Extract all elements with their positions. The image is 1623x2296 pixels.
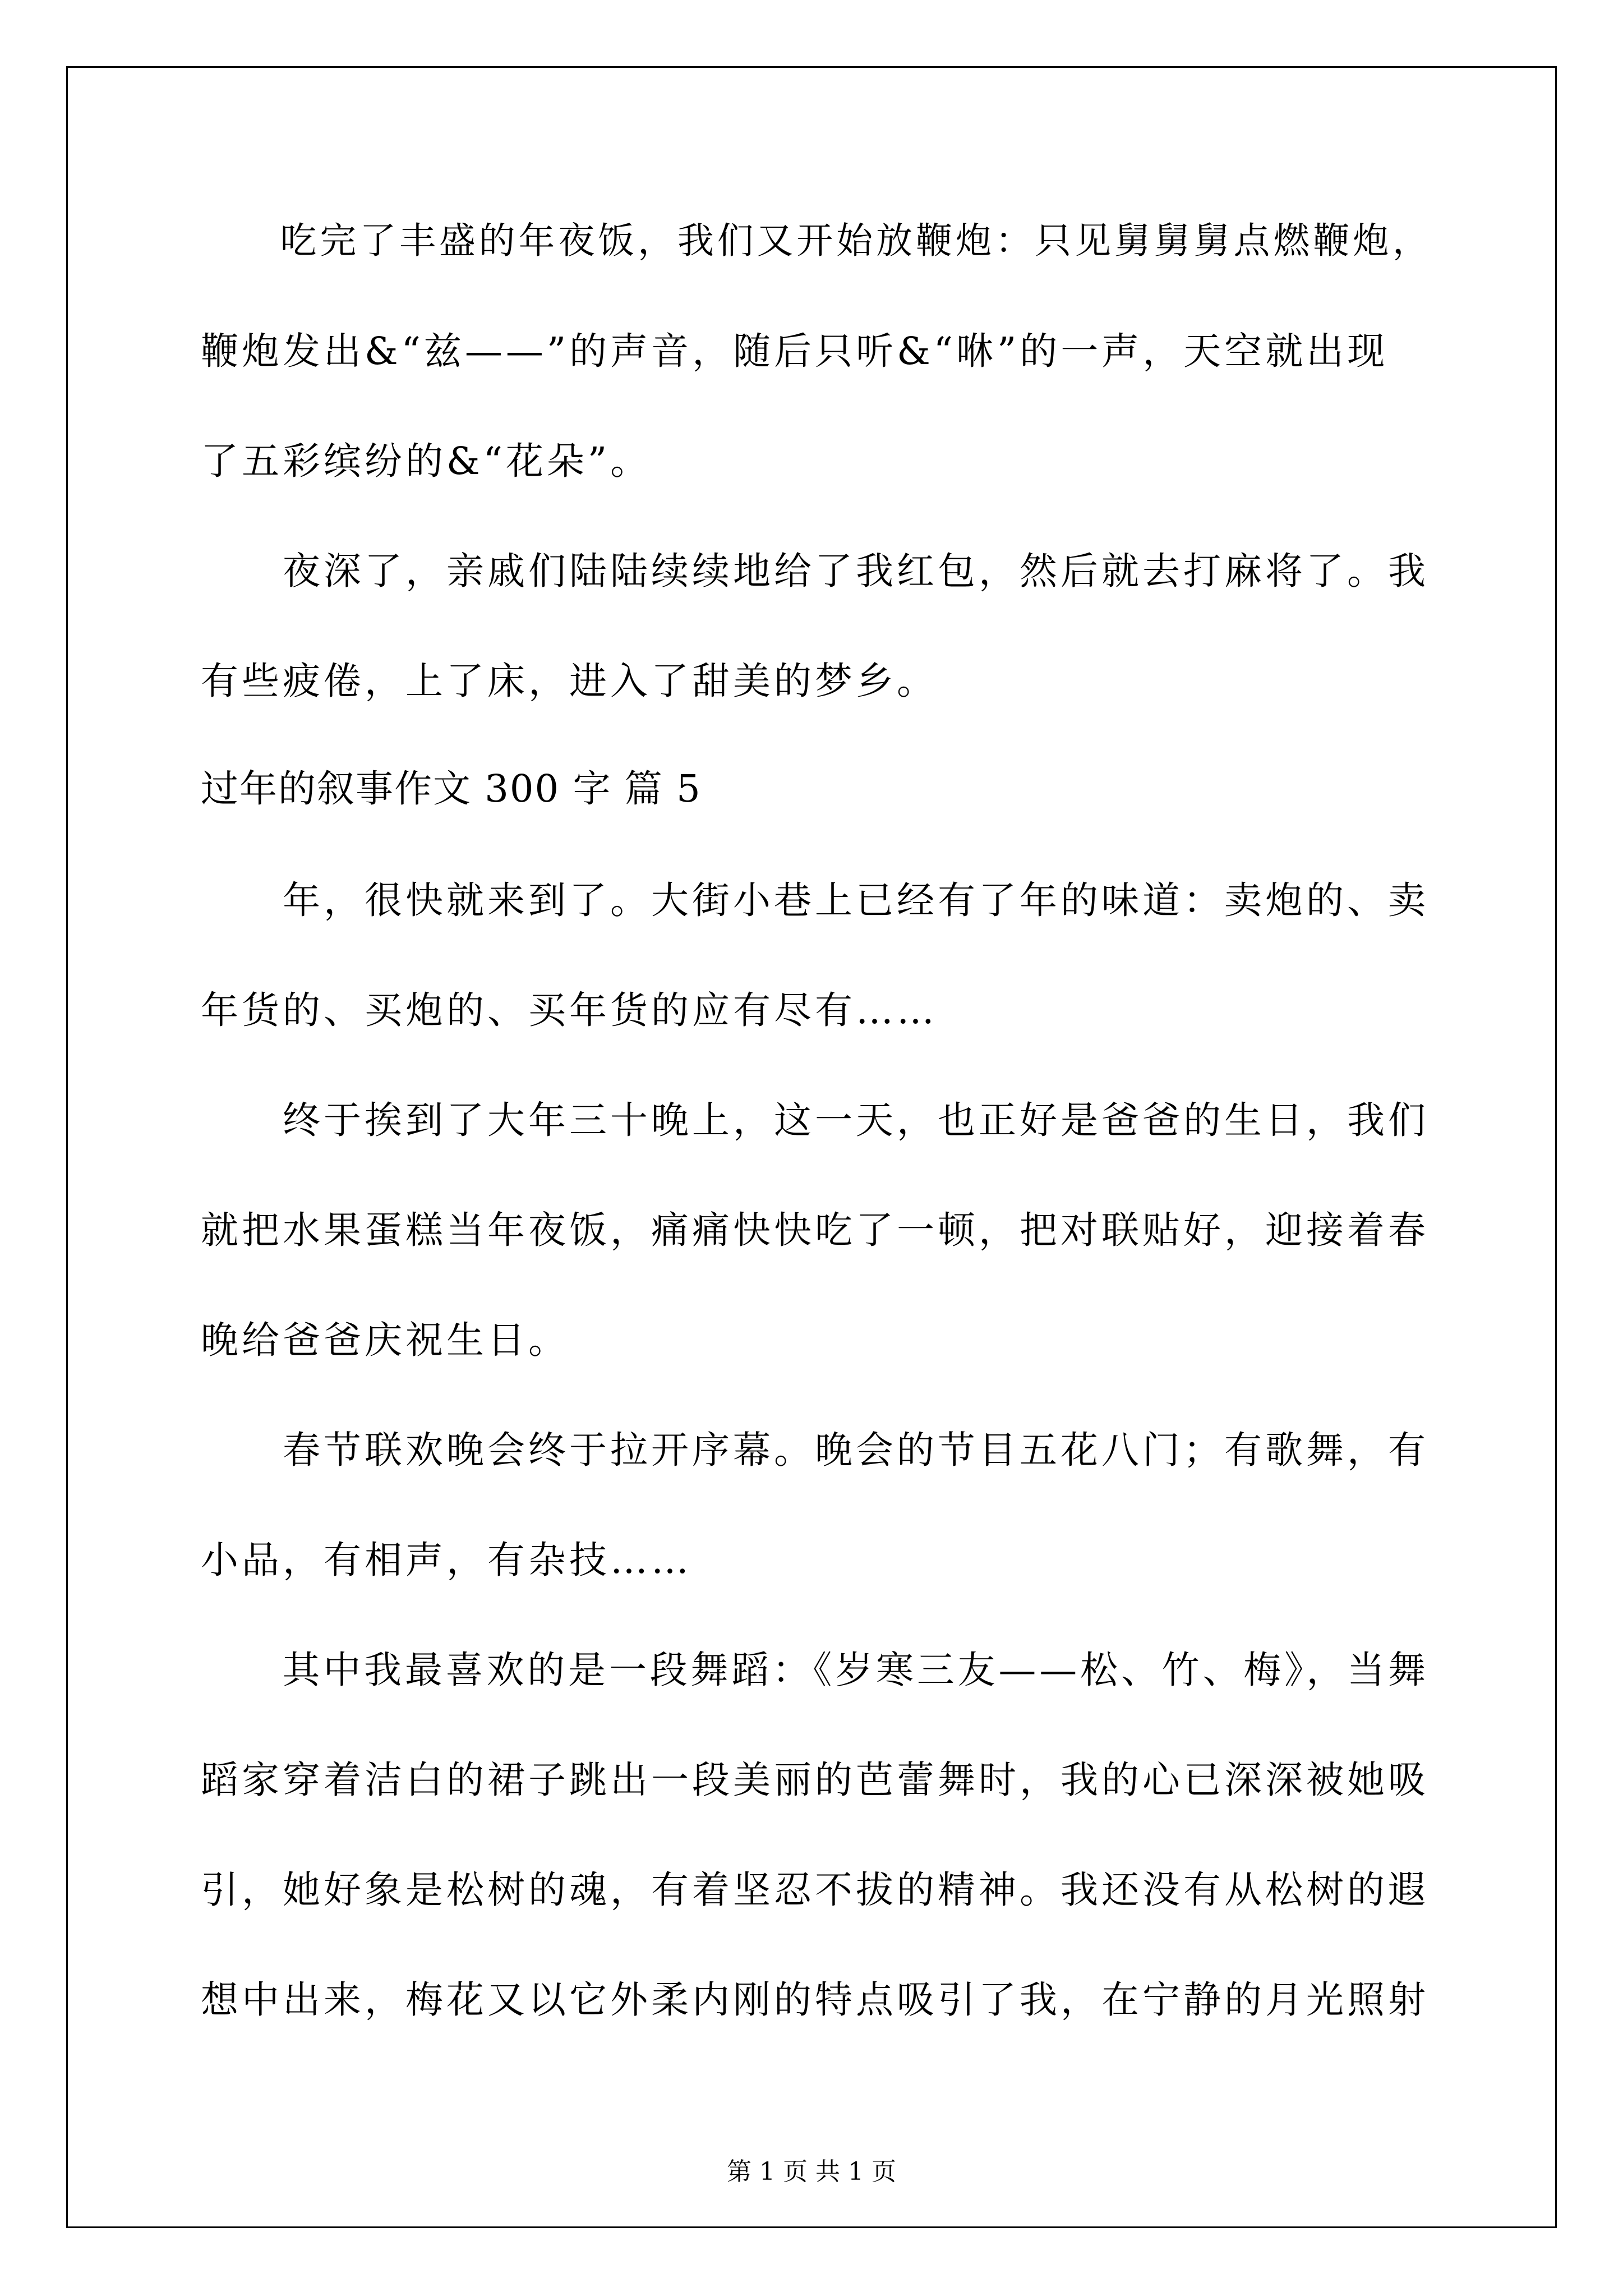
paragraph-line: 年货的、买炮的、买年货的应有尽有…… xyxy=(201,988,938,1032)
paragraph-line: 夜深了，亲戚们陆陆续续地给了我红包，然后就去打麻将了。我 xyxy=(201,549,1429,593)
paragraph-line: 春节联欢晚会终于拉开序幕。晚会的节目五花八门；有歌舞，有 xyxy=(201,1428,1429,1472)
paragraph-line: 有些疲倦，上了床，进入了甜美的梦乡。 xyxy=(201,659,938,703)
paragraph-line: 想中出来，梅花又以它外柔内刚的特点吸引了我，在宁静的月光照射 xyxy=(201,1978,1429,2022)
paragraph-line: 晚给爸爸庆祝生日。 xyxy=(201,1318,569,1362)
paragraph-line: 就把水果蛋糕当年夜饭，痛痛快快吃了一顿，把对联贴好，迎接着春 xyxy=(201,1208,1429,1252)
section-heading: 过年的叙事作文 300 字 篇 5 xyxy=(201,767,702,811)
paragraph-line: 年，很快就来到了。大街小巷上已经有了年的味道：卖炮的、卖 xyxy=(201,878,1429,922)
paragraph-line: 了五彩缤纷的&“花朵”。 xyxy=(201,439,652,483)
paragraph-line: 吃完了丰盛的年夜饭，我们又开始放鞭炮：只见舅舅舅点燃鞭炮， xyxy=(201,220,1432,262)
paragraph-line: 小品，有相声，有杂技…… xyxy=(201,1538,692,1582)
paragraph-line: 鞭炮发出&“兹——”的声音，随后只听&“咻”的一声，天空就出现 xyxy=(201,329,1389,373)
paragraph-line: 终于挨到了大年三十晚上，这一天，也正好是爸爸的生日，我们 xyxy=(201,1098,1429,1142)
page-footer: 第 1 页 共 1 页 xyxy=(727,2157,896,2186)
paragraph-line: 引，她好象是松树的魂，有着坚忍不拔的精神。我还没有从松树的遐 xyxy=(201,1868,1429,1912)
paragraph-line: 其中我最喜欢的是一段舞蹈：《岁寒三友——松、竹、梅》，当舞 xyxy=(201,1648,1429,1692)
paragraph-line: 蹈家穿着洁白的裙子跳出一段美丽的芭蕾舞时，我的心已深深被她吸 xyxy=(201,1758,1429,1802)
